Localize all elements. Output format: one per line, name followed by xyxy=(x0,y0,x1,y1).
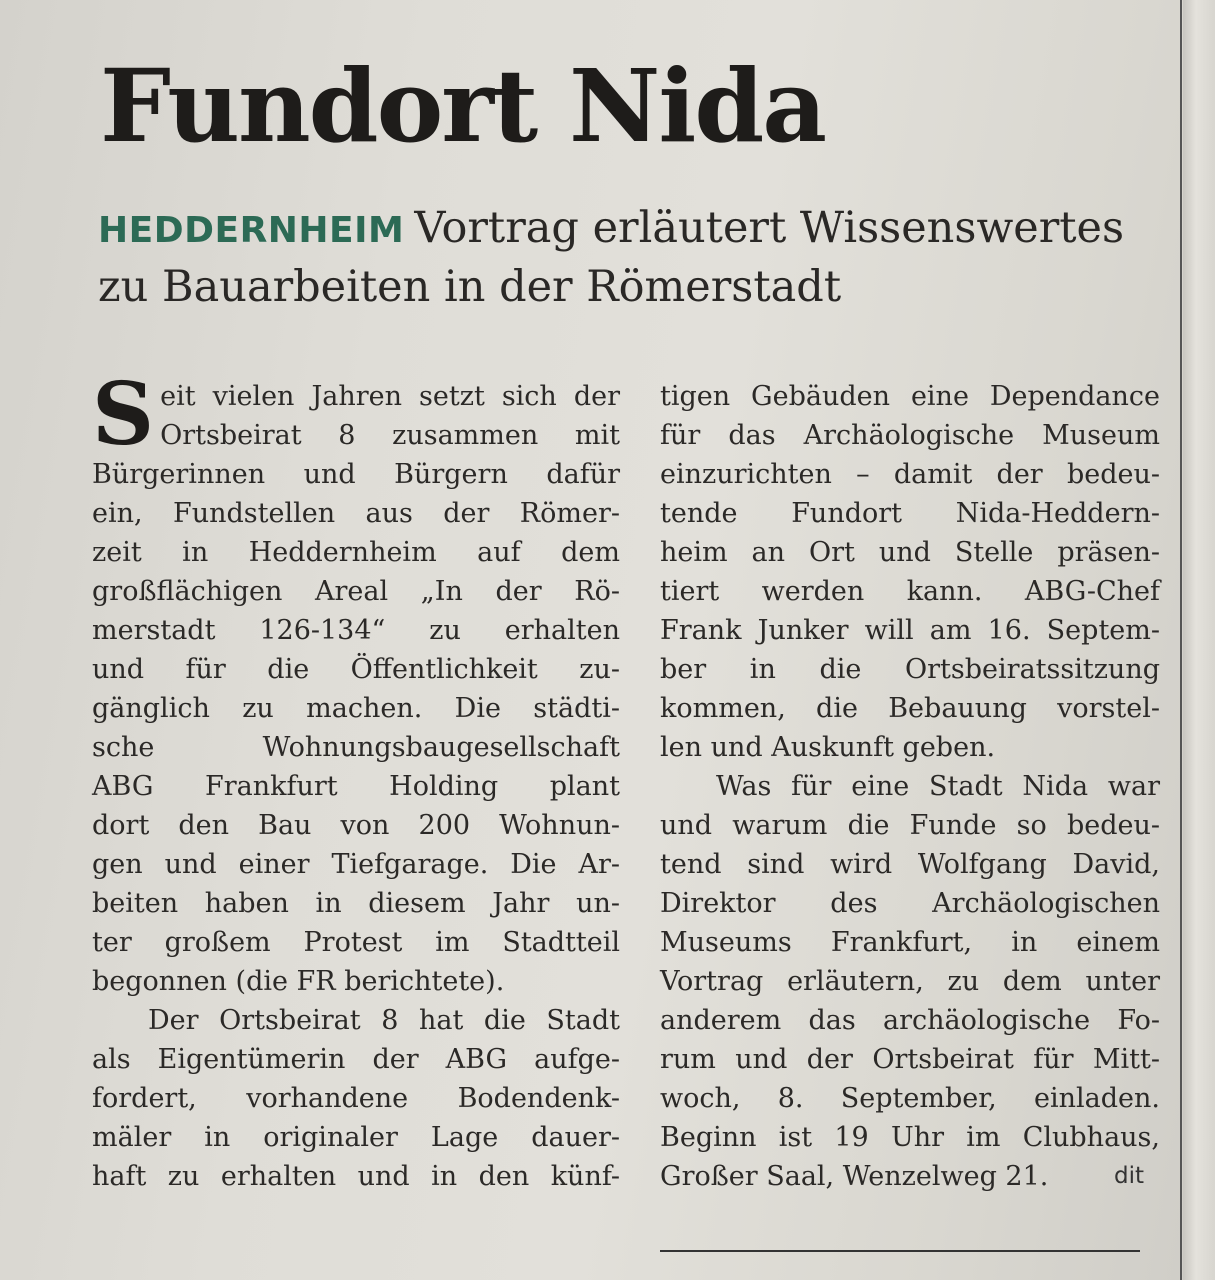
text-line: gänglich zu machen. Die städti- xyxy=(92,693,620,724)
text-line: anderem das archäologische Fo- xyxy=(660,1005,1160,1036)
text-line: Frank Junker will am 16. Septem- xyxy=(660,615,1160,646)
text-line: tiert werden kann. ABG-Chef xyxy=(660,576,1160,607)
text-line: tigen Gebäuden eine Dependance xyxy=(660,381,1160,412)
text-line-final xyxy=(660,1157,1160,1196)
text-line: als Eigentümerin der ABG aufge- xyxy=(92,1044,620,1075)
text-line: einzurichten – damit der bedeu- xyxy=(660,459,1160,490)
text-line: ein, Fundstellen aus der Römer- xyxy=(92,498,620,529)
text-line: haft zu erhalten und in den künf- xyxy=(92,1161,620,1192)
text-line: beiten haben in diesem Jahr un- xyxy=(92,888,620,919)
column-rule-bottom xyxy=(660,1250,1140,1252)
text-line: tende Fundort Nida-Heddern- xyxy=(660,498,1160,529)
text-line: eit vielen Jahren setzt sich der xyxy=(160,381,620,412)
text-line: für das Archäologische Museum xyxy=(660,420,1160,451)
text-line: Ortsbeirat 8 zusammen mit xyxy=(160,420,620,451)
text-line: begonnen (die FR berichtete). xyxy=(92,966,505,997)
text-line: rum und der Ortsbeirat für Mitt- xyxy=(660,1044,1160,1075)
text-line: dort den Bau von 200 Wohnun- xyxy=(92,810,620,841)
text-line: Beginn ist 19 Uhr im Clubhaus, xyxy=(660,1122,1160,1153)
text-line: Was für eine Stadt Nida war xyxy=(716,771,1160,802)
text-line: und für die Öffentlichkeit zu- xyxy=(92,654,620,685)
page-fold-edge xyxy=(1183,0,1215,1280)
text-line: mäler in originaler Lage dauer- xyxy=(92,1122,620,1153)
subheadline xyxy=(98,200,1158,315)
final-line-text: Großer Saal, Wenzelweg 21. xyxy=(660,1161,1049,1192)
text-line: sche Wohnungsbaugesellschaft xyxy=(92,732,620,763)
text-line: großflächigen Areal „In der Rö- xyxy=(92,576,620,607)
text-line: Bürgerinnen und Bürgern dafür xyxy=(92,459,620,490)
subhead-text: Vortrag erläutert Wissenswertes zu Bauarbeiten in der Römerstadt xyxy=(98,203,1125,312)
column-rule-right xyxy=(1180,0,1182,1280)
article-column-left xyxy=(92,364,620,1196)
text-line: tend sind wird Wolfgang David, xyxy=(660,849,1160,880)
text-line: und warum die Funde so bedeu- xyxy=(660,810,1160,841)
text-line: ber in die Ortsbeiratssitzung xyxy=(660,654,1160,685)
article-column-right xyxy=(660,377,1160,1196)
text-line: Direktor des Archäologischen xyxy=(660,888,1160,919)
text-line: woch, 8. September, einladen. xyxy=(660,1083,1160,1114)
text-line: merstadt 126-134“ zu erhalten xyxy=(92,615,620,646)
text-line: kommen, die Bebauung vorstel- xyxy=(660,693,1160,724)
kicker: HEDDERNHEIM xyxy=(98,210,405,251)
text-line: Der Ortsbeirat 8 hat die Stadt xyxy=(148,1005,620,1036)
text-line: Vortrag erläutern, zu dem unter xyxy=(660,966,1160,997)
text-line: Museums Frankfurt, in einem xyxy=(660,927,1160,958)
text-line: fordert, vorhandene Bodendenk- xyxy=(92,1083,620,1114)
author-initials: dit xyxy=(1113,1163,1144,1189)
drop-cap: S xyxy=(92,364,155,465)
text-line: gen und einer Tiefgarage. Die Ar- xyxy=(92,849,620,880)
text-line: ABG Frankfurt Holding plant xyxy=(92,771,620,802)
text-line: heim an Ort und Stelle präsen- xyxy=(660,537,1160,568)
text-line: ter großem Protest im Stadtteil xyxy=(92,927,620,958)
text-line: len und Auskunft geben. xyxy=(660,732,996,763)
headline: Fundort Nida xyxy=(100,47,826,165)
text-line: zeit in Heddernheim auf dem xyxy=(92,537,620,568)
